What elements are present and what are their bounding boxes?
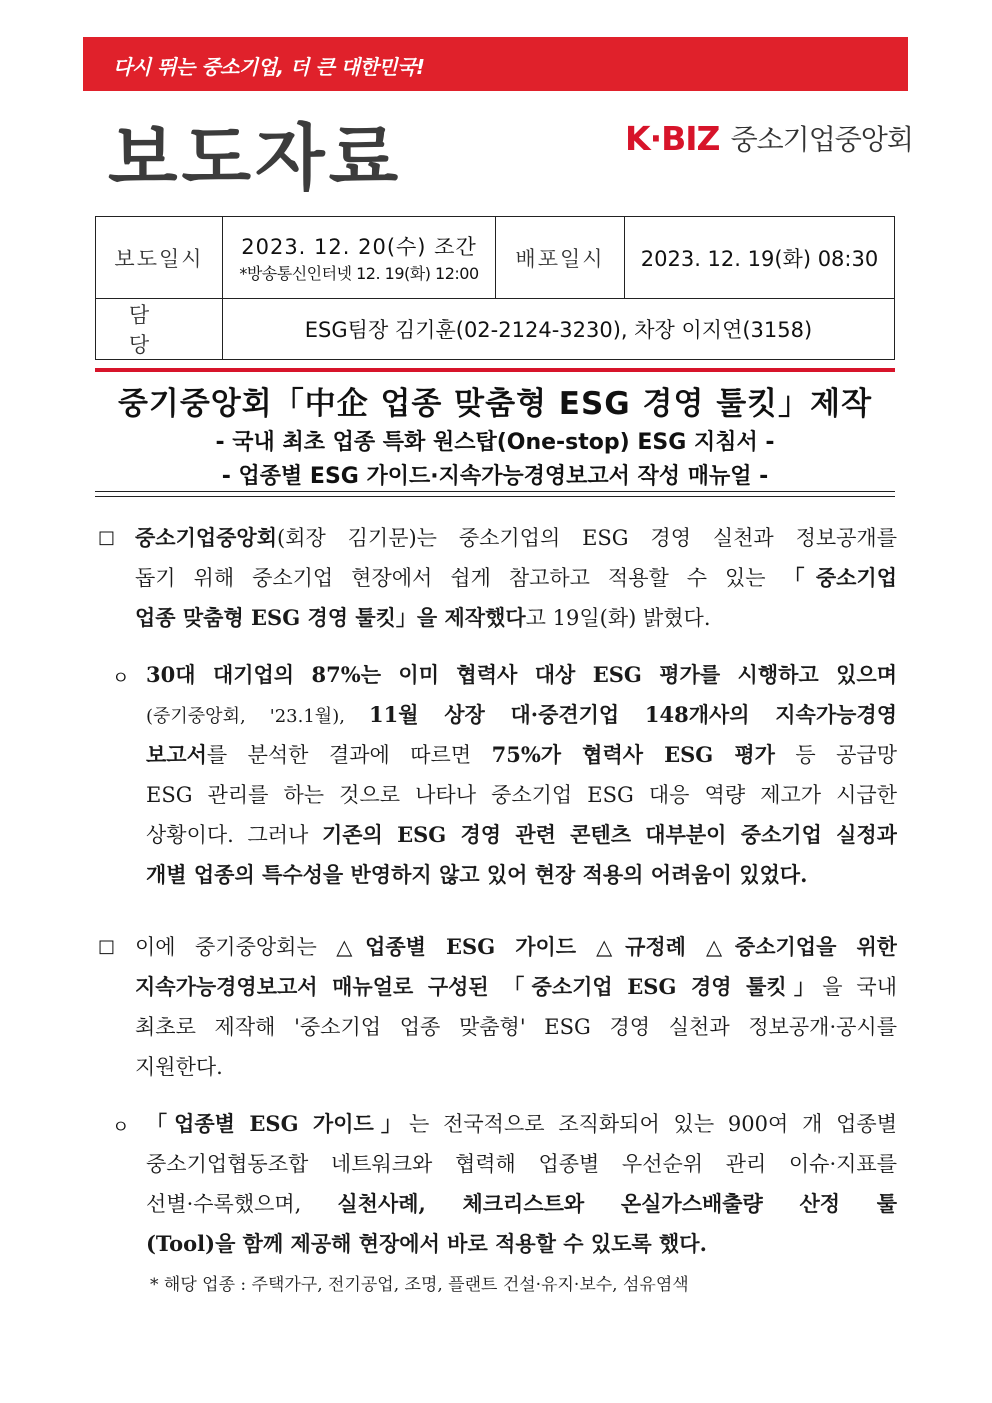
release-date: 2023. 12. 20(수) 조간 — [241, 235, 477, 259]
release-note: *방송통신인터넷 12. 19(화) 12:00 — [239, 264, 479, 283]
circle-bullet: ㅇ — [112, 668, 130, 689]
slogan-banner — [83, 37, 908, 91]
distribute-date: 2023. 12. 19(화) 08:30 — [625, 217, 895, 299]
headline-subtitle-2: - 업종별 ESG 가이드·지속가능경영보고서 작성 매뉴얼 - — [221, 464, 769, 489]
logo-mark: K·BIZ — [625, 118, 720, 158]
headline-title: 중기중앙회「中企 업종 맞춤형 ESG 경영 툴킷」제작 — [117, 386, 873, 422]
red-divider — [95, 368, 895, 372]
double-divider — [95, 491, 895, 497]
distribute-label: 배포일시 — [496, 217, 625, 299]
box-bullet: □ — [98, 936, 116, 957]
paragraph-4: 「업종별 ESG 가이드」는 전국적으로 조직화되어 있는 900여 개 업종별 중소기업협동조합 네트워크와 협력해 업종별 우선순위 관리 이슈·지표를 선별·수록했으며, 실천사례, 체크리스트와 온실가스배출량 산정 툴 (Tool)을 함께 제공해 현장에서 바로 적용할 수 있도록 했다. — [146, 1111, 897, 1256]
footnote: * 해당 업종 : 주택가구, 전기공업, 조명, 플랜트 건설·유지·보수, 섬유염색 — [150, 1275, 689, 1295]
paragraph-2: 30대 대기업의 87%는 이미 협력사 대상 ESG 평가를 시행하고 있으며 (중기중앙회, '23.1월), 11월 상장 대·중견기업 148개사의 지속가능경영 보고서를 분석한 결과에 따르면 75%가 협력사 ESG 평가 등 공급망 ESG 관리를 하는 것으로 나타나 중소기업 ESG 대응 역량 제고가 시급한 상황이다. 그러나 기존의 ESG 경영 관련 콘텐츠 대부분이 중소기업 실정과 개별 업종의 특수성을 반영하지 않고 있어 현장 적용의 어려움이 있었다. — [146, 662, 897, 887]
circle-bullet: ㅇ — [112, 1117, 130, 1138]
release-date-cell — [223, 217, 496, 299]
headline-subtitle-1: - 국내 최초 업종 특화 원스탑(One-stop) ESG 지침서 - — [215, 430, 775, 455]
release-info-table — [95, 216, 895, 360]
release-label: 보도일시 — [96, 217, 223, 299]
paragraph-3: 이에 중기중앙회는 △업종별 ESG 가이드 △규정례 △중소기업을 위한 지속가능경영보고서 매뉴얼로 구성된 「중소기업 ESG 경영 툴킷」을 국내 최초로 제작해 '중소기업 업종 맞춤형' ESG 경영 실천과 정보공개·공시를 지원한다. — [135, 934, 897, 1079]
box-bullet: □ — [98, 527, 116, 548]
logo-name: 중소기업중앙회 — [730, 123, 913, 156]
page-title: 보도자료 — [108, 116, 403, 200]
slogan-text: 다시 뛰는 중소기업, 더 큰 대한민국! — [113, 55, 425, 79]
contact-value: ESG팀장 김기훈(02-2124-3230), 차장 이지연(3158) — [223, 299, 895, 360]
paragraph-1: 중소기업중앙회(회장 김기문)는 중소기업의 ESG 경영 실천과 정보공개를 돕기 위해 중소기업 현장에서 쉽게 참고하고 적용할 수 있는 「중소기업 업종 맞춤형 ESG 경영 툴킷」을 제작했다고 19일(화) 밝혔다. — [135, 525, 897, 630]
contact-label: 담 당 — [96, 299, 223, 360]
kbiz-logo — [625, 118, 913, 158]
